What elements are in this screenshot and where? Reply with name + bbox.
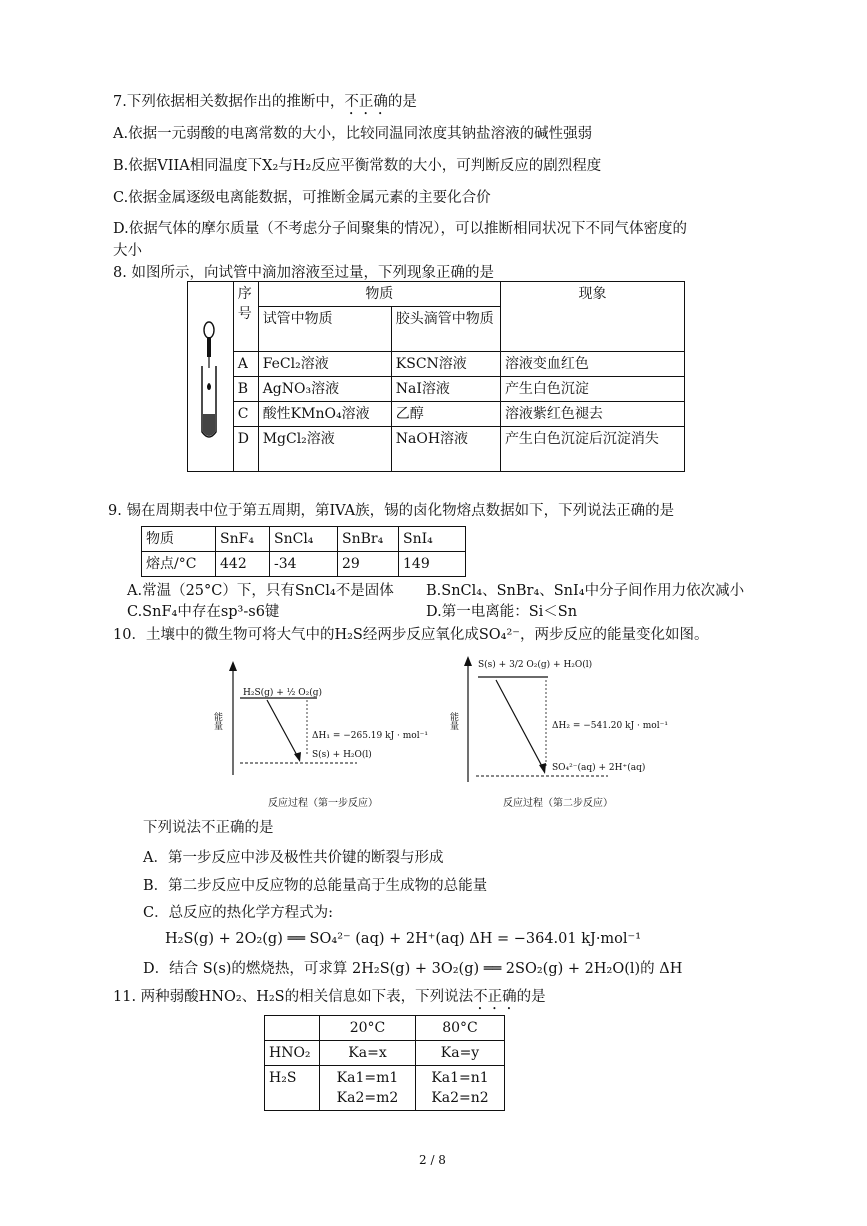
q11-cell: Ka=x xyxy=(320,1041,416,1066)
q8-row-tube: AgNO₃溶液 xyxy=(258,377,391,402)
diagram1-caption: 反应过程（第一步反应） xyxy=(268,798,378,809)
q8-stem: 8. 如图所示，向试管中滴加溶液至过量，下列现象正确的是 xyxy=(113,265,494,281)
q8-row-dropper: KSCN溶液 xyxy=(391,352,500,377)
q8-row-label: B xyxy=(233,377,258,402)
page-number: 2 / 8 xyxy=(419,1153,446,1167)
q8-row-dropper: NaOH溶液 xyxy=(391,427,500,472)
q7-stem: 7.下列依据相关数据作出的推断中，不正确的是 xyxy=(113,94,417,110)
q8-row-tube: 酸性KMnO₄溶液 xyxy=(258,402,391,427)
q9-option-a: A.常温（25°C）下，只有SnCl₄不是固体 xyxy=(127,583,394,599)
q8-header-dropper: 胶头滴管中物质 xyxy=(391,307,500,352)
q8-header-num: 序号 xyxy=(233,282,258,352)
test-tube-dropper-icon xyxy=(188,304,228,444)
q9-cell: 熔点/°C xyxy=(142,552,216,577)
q11-header xyxy=(265,1016,320,1041)
q8-header-substance: 物质 xyxy=(258,282,500,307)
q8-header-phenomenon: 现象 xyxy=(500,282,684,352)
q9-header: 物质 xyxy=(142,527,216,552)
q8-table xyxy=(187,281,685,472)
diagram1-dh: ΔH₁ = −265.19 kJ · mol⁻¹ xyxy=(312,731,428,741)
q8-row-phenomenon: 产生白色沉淀后沉淀消失 xyxy=(500,427,684,472)
q9-table xyxy=(141,526,466,577)
q10-option-d: D．结合 S(s)的燃烧热，可求算 2H₂S(g) + 3O₂(g) ══ 2SO₂(g) + 2H₂O(l)的 ΔH xyxy=(143,961,683,977)
q7-option-b: B.依据VIIA相同温度下X₂与H₂反应平衡常数的大小，可判断反应的剧烈程度 xyxy=(113,158,602,174)
q8-row-phenomenon: 溶液变血红色 xyxy=(500,352,684,377)
diagram2-reactant: S(s) + 3/2 O₂(g) + H₂O(l) xyxy=(478,660,593,670)
q10-option-c: C．总反应的热化学方程式为: xyxy=(143,905,333,921)
q11-cell: HNO₂ xyxy=(265,1041,320,1066)
q11-cell-pair xyxy=(320,1066,416,1111)
diagram1-product: S(s) + H₂O(l) xyxy=(312,750,372,760)
q10-stem: 10．土壤中的微生物可将大气中的H₂S经两步反应氧化成SO₄²⁻，两步反应的能量变化如图。 xyxy=(113,627,709,643)
q9-cell: 29 xyxy=(338,552,399,577)
q11-table xyxy=(264,1015,505,1111)
q9-option-d: D.第一电离能：Si＜Sn xyxy=(426,604,578,620)
q9-header: SnF₄ xyxy=(216,527,270,552)
q9-option-c: C.SnF₄中存在sp³-s6键 xyxy=(127,604,280,620)
diagram1-reactant: H₂S(g) + ½ O₂(g) xyxy=(243,688,323,698)
q9-option-b: B.SnCl₄、SnBr₄、SnI₄中分子间作用力依次减小 xyxy=(426,583,745,599)
q8-row-phenomenon: 产生白色沉淀 xyxy=(500,377,684,402)
q9-cell: 442 xyxy=(216,552,270,577)
q7-option-d-line2: 大小 xyxy=(113,243,142,259)
q9-cell: -34 xyxy=(270,552,338,577)
q8-row-tube: FeCl₂溶液 xyxy=(258,352,391,377)
q8-row-dropper: NaI溶液 xyxy=(391,377,500,402)
q8-row-tube: MgCl₂溶液 xyxy=(258,427,391,472)
q10-sub-stem: 下列说法不正确的是 xyxy=(143,820,274,836)
q10-option-c-equation: H₂S(g) + 2O₂(g) ══ SO₄²⁻ (aq) + 2H⁺(aq) ΔH = −364.01 kJ·mol⁻¹ xyxy=(165,931,642,947)
q11-cell-pair xyxy=(416,1066,505,1111)
diagram1-y-label: 能量 xyxy=(212,712,222,730)
q8-row-label: A xyxy=(233,352,258,377)
test-tube-figure-cell xyxy=(188,282,234,472)
q8-header-tube: 试管中物质 xyxy=(258,307,391,352)
q9-stem: 9. 锡在周期表中位于第五周期，第IVA族，锡的卤化物熔点数据如下，下列说法正确的是 xyxy=(108,503,675,519)
diagram2-caption: 反应过程（第二步反应） xyxy=(503,798,613,809)
q11-header: 20°C xyxy=(320,1016,416,1041)
q9-header: SnI₄ xyxy=(399,527,466,552)
q7-option-c: C.依据金属逐级电离能数据，可推断金属元素的主要化合价 xyxy=(113,190,491,206)
q8-row-label: C xyxy=(233,402,258,427)
q8-row-label: D xyxy=(233,427,258,472)
q11-header: 80°C xyxy=(416,1016,505,1041)
q11-cell: Ka1=n1 xyxy=(431,1070,489,1086)
q11-cell: Ka2=m2 xyxy=(336,1090,399,1106)
energy-diagram-step1 xyxy=(205,655,445,785)
q9-header: SnBr₄ xyxy=(338,527,399,552)
q10-option-b: B．第二步反应中反应物的总能量高于生成物的总能量 xyxy=(143,878,488,894)
q8-row-dropper: 乙醇 xyxy=(391,402,500,427)
diagram2-product: SO₄²⁻(aq) + 2H⁺(aq) xyxy=(552,763,646,773)
q11-cell: Ka2=n2 xyxy=(431,1090,489,1106)
q11-cell: H₂S xyxy=(265,1066,320,1111)
q8-row-phenomenon: 溶液紫红色褪去 xyxy=(500,402,684,427)
q11-stem: 11. 两种弱酸HNO₂、H₂S的相关信息如下表，下列说法不正确的是 xyxy=(113,989,546,1005)
q9-cell: 149 xyxy=(399,552,466,577)
q7-option-d-line1: D.依据气体的摩尔质量（不考虑分子间聚集的情况），可以推断相同状况下不同气体密度的 xyxy=(113,221,687,237)
diagram2-dh: ΔH₂ = −541.20 kJ · mol⁻¹ xyxy=(552,721,668,731)
q7-option-a: A.依据一元弱酸的电离常数的大小，比较同温同浓度其钠盐溶液的碱性强弱 xyxy=(113,126,593,142)
q11-cell: Ka1=m1 xyxy=(336,1070,399,1086)
q11-cell: Ka=y xyxy=(416,1041,505,1066)
q10-option-a: A．第一步反应中涉及极性共价键的断裂与形成 xyxy=(143,850,444,866)
diagram2-y-label: 能量 xyxy=(448,712,458,730)
q9-header: SnCl₄ xyxy=(270,527,338,552)
